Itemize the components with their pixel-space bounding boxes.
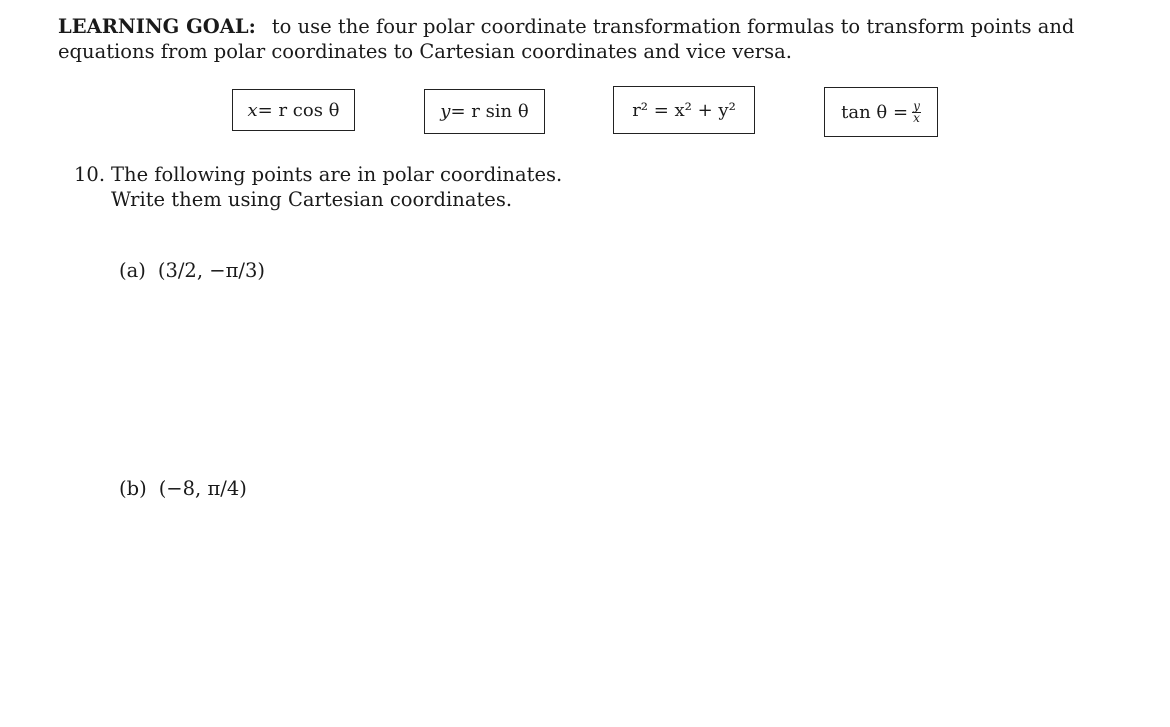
formula-x-lhs: x [247,99,258,121]
formula-tan-box [824,87,938,137]
learning-goal [58,14,1128,64]
learning-goal-text: to use the four polar coordinate transformation formulas to transform points and equations from polar coordinates to Cartesian coordinates and vice versa. [58,15,1075,63]
formula-r-squared-box [613,86,755,134]
part-a-label: (a) [119,259,146,282]
formula-x-rhs: = r cos θ [257,99,340,121]
formula-x-box [232,89,355,131]
part-b-label: (b) [119,477,147,500]
fraction-numerator: y [913,98,920,113]
formula-y-rhs: = r sin θ [450,101,529,122]
problem-line-2: Write them using Cartesian coordinates. [111,188,513,211]
part-b-point: (−8, π/4) [158,477,247,500]
formula-y-lhs: y [440,101,451,122]
learning-goal-label: LEARNING GOAL: [58,15,256,38]
formula-y-box [424,89,545,134]
problem-number: 10. [74,163,106,186]
formula-tan-fraction [912,98,921,125]
formula-r-squared: r² = x² + y² [632,99,736,121]
fraction-denominator: x [913,110,920,125]
part-b [119,477,247,500]
part-a-point: (3/2, −π/3) [157,259,265,282]
formula-tan-lhs: tan θ = [841,101,909,123]
part-a [119,259,265,282]
problem-line-1: The following points are in polar coordinates. [111,163,563,186]
problem-10 [74,162,562,212]
